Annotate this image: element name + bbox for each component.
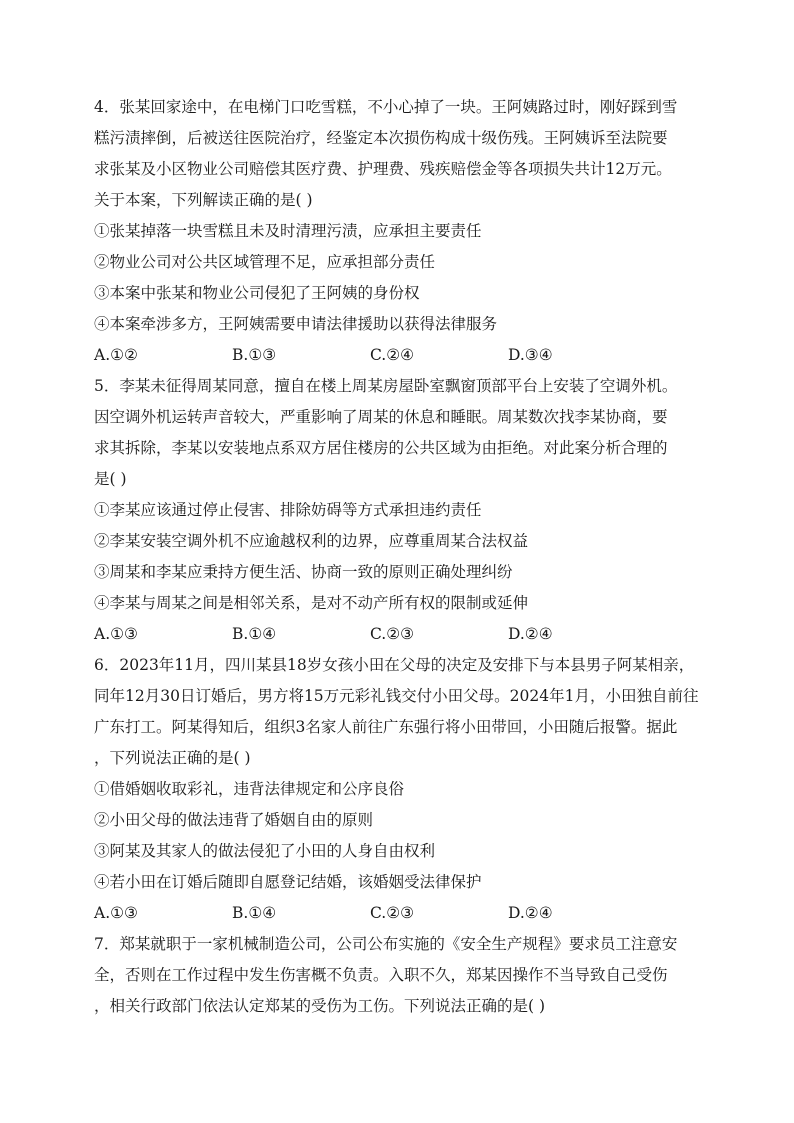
exam-page: [94, 92, 702, 1022]
question-7: [94, 929, 702, 1022]
question-5-statement: ①李某应该通过停止侵害、排除妨碍等方式承担违约责任: [94, 501, 482, 519]
question-7-text-line: 全，否则在工作过程中发生伤害概不负责。入职不久，郑某因操作不当导致自己受伤: [94, 966, 668, 984]
question-4-statement: ④本案牵涉多方，王阿姨需要申请法律援助以获得法律服务: [94, 315, 498, 333]
option-c: C.②③: [370, 904, 415, 922]
option-c: C.②③: [370, 625, 415, 643]
question-7-text-line: ，相关行政部门依法认定郑某的受伤为工伤。下列说法正确的是( ): [94, 997, 546, 1015]
question-5-options: [94, 619, 702, 650]
option-a: A.①③: [94, 904, 138, 922]
question-4-text-line: 求张某及小区物业公司赔偿其医疗费、护理费、残疾赔偿金等各项损失共计12万元。: [94, 160, 672, 178]
question-5-statement: ③周某和李某应秉持方便生活、协商一致的原则正确处理纠纷: [94, 563, 513, 581]
question-4: [94, 92, 702, 371]
question-6-statement: ②小田父母的做法违背了婚姻自由的原则: [94, 811, 374, 829]
question-4-options: [94, 340, 702, 371]
option-d: D.③④: [508, 346, 553, 364]
question-4-statement: ①张某掉落一块雪糕且未及时清理污渍，应承担主要责任: [94, 222, 482, 240]
question-6-text-line: 广东打工。阿某得知后，组织3名家人前往广东强行将小田带回，小田随后报警。据此: [94, 718, 678, 736]
question-6-statement: ④若小田在订婚后随即自愿登记结婚，该婚姻受法律保护: [94, 873, 482, 891]
question-6-text-line: 6．2023年11月，四川某县18岁女孩小田在父母的决定及安排下与本县男子阿某相亲，: [94, 656, 695, 674]
option-a: A.①③: [94, 625, 138, 643]
option-d: D.②④: [508, 904, 553, 922]
option-d: D.②④: [508, 625, 553, 643]
option-b: B.①④: [232, 625, 277, 643]
question-6: [94, 650, 702, 929]
question-5-statement: ④李某与周某之间是相邻关系，是对不动产所有权的限制或延伸: [94, 594, 529, 612]
question-6-statement: ①借婚姻收取彩礼，违背法律规定和公序良俗: [94, 780, 405, 798]
question-7-text-line: 7．郑某就职于一家机械制造公司，公司公布实施的《安全生产规程》要求员工注意安: [94, 935, 678, 953]
question-5: [94, 371, 702, 650]
option-c: C.②④: [370, 346, 415, 364]
question-5-text-line: 是( ): [94, 470, 127, 488]
question-6-text-line: ，下列说法正确的是( ): [94, 749, 251, 767]
question-6-statement: ③阿某及其家人的做法侵犯了小田的人身自由权利: [94, 842, 436, 860]
option-b: B.①④: [232, 904, 277, 922]
option-a: A.①②: [94, 346, 138, 364]
question-5-text-line: 求其拆除，李某以安装地点系双方居住楼房的公共区域为由拒绝。对此案分析合理的: [94, 439, 668, 457]
question-6-text-line: 同年12月30日订婚后，男方将15万元彩礼钱交付小田父母。2024年1月，小田独自前往: [94, 687, 699, 705]
question-4-text-line: 4．张某回家途中，在电梯门口吃雪糕，不小心掉了一块。王阿姨路过时，刚好踩到雪: [94, 98, 678, 116]
option-b: B.①③: [232, 346, 277, 364]
question-5-text-line: 因空调外机运转声音较大，严重影响了周某的休息和睡眠。周某数次找李某协商，要: [94, 408, 668, 426]
question-4-statement: ②物业公司对公共区域管理不足，应承担部分责任: [94, 253, 436, 271]
question-4-statement: ③本案中张某和物业公司侵犯了王阿姨的身份权: [94, 284, 420, 302]
question-5-statement: ②李某安装空调外机不应逾越权利的边界，应尊重周某合法权益: [94, 532, 529, 550]
question-4-text-line: 糕污渍摔倒，后被送往医院治疗，经鉴定本次损伤构成十级伤残。王阿姨诉至法院要: [94, 129, 668, 147]
question-4-text-line: 关于本案，下列解读正确的是( ): [94, 191, 313, 209]
question-6-options: [94, 898, 702, 929]
question-5-text-line: 5．李某未征得周某同意，擅自在楼上周某房屋卧室飘窗顶部平台上安装了空调外机。: [94, 377, 678, 395]
